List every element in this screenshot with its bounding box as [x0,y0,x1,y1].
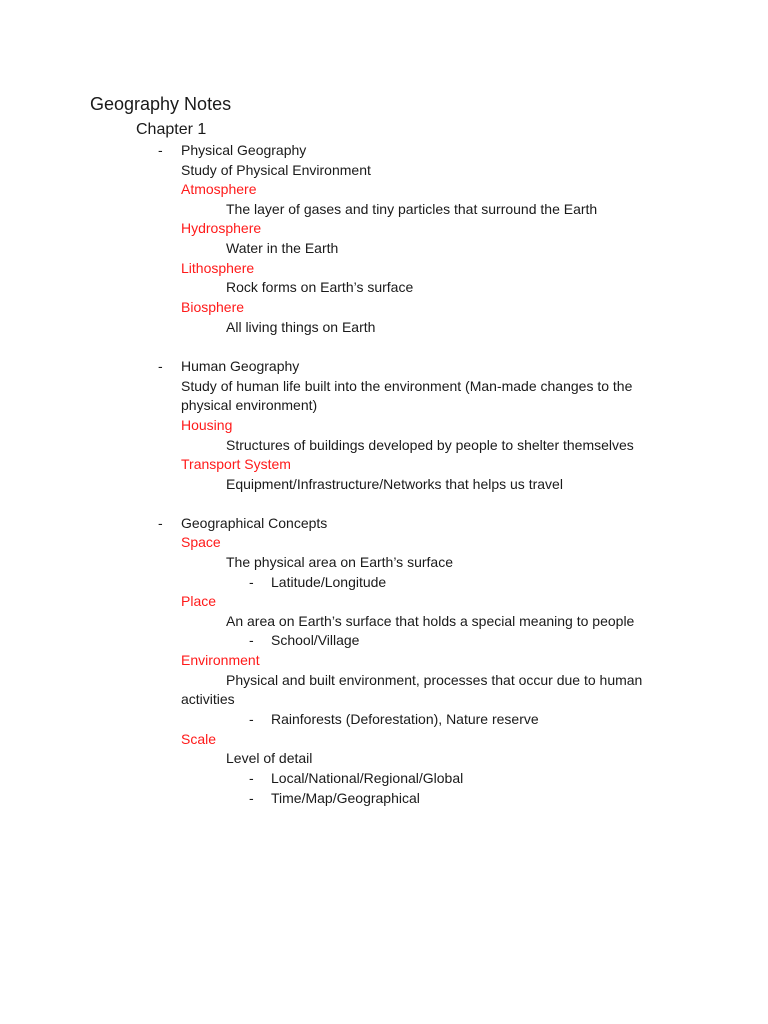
term-biosphere: Biosphere [181,299,245,315]
definition-environment-line1: Physical and built environment, processes that occur due to human [226,672,643,688]
definition-environment-line2: activities [181,691,235,707]
section-heading-concepts: Geographical Concepts [181,515,328,531]
example-place: School/Village [271,632,360,648]
section-definition-human-line1: Study of human life built into the environment (Man-made changes to the [181,378,633,394]
definition-biosphere: All living things on Earth [226,319,376,335]
bullet-dash: - [249,711,254,727]
definition-hydrosphere: Water in the Earth [226,240,339,256]
term-housing: Housing [181,417,233,433]
bullet-dash: - [158,358,163,374]
chapter-heading: Chapter 1 [136,121,207,138]
section-definition-human-line2: physical environment) [181,397,318,413]
definition-scale: Level of detail [226,750,313,766]
term-place: Place [181,593,217,609]
term-lithosphere: Lithosphere [181,260,255,276]
section-heading-human: Human Geography [181,358,300,374]
document-title: Geography Notes [90,94,232,114]
example-scale-2: Time/Map/Geographical [271,790,420,806]
term-transport-system: Transport System [181,456,291,472]
term-environment: Environment [181,652,260,668]
definition-place: An area on Earth’s surface that holds a special meaning to people [226,613,635,629]
bullet-dash: - [158,142,163,158]
bullet-dash: - [249,632,254,648]
definition-atmosphere: The layer of gases and tiny particles that surround the Earth [226,201,598,217]
section-definition-physical: Study of Physical Environment [181,162,371,178]
term-atmosphere: Atmosphere [181,181,257,197]
example-space: Latitude/Longitude [271,574,387,590]
term-scale: Scale [181,731,217,747]
section-heading-physical: Physical Geography [181,142,307,158]
bullet-dash: - [249,790,254,806]
definition-transport-system: Equipment/Infrastructure/Networks that helps us travel [226,476,563,492]
term-hydrosphere: Hydrosphere [181,220,262,236]
definition-space: The physical area on Earth’s surface [226,554,453,570]
bullet-dash: - [249,770,254,786]
bullet-dash: - [249,574,254,590]
bullet-dash: - [158,515,163,531]
example-scale-1: Local/National/Regional/Global [271,770,464,786]
definition-housing: Structures of buildings developed by people to shelter themselves [226,437,634,453]
definition-lithosphere: Rock forms on Earth’s surface [226,279,414,295]
example-environment: Rainforests (Deforestation), Nature reserve [271,711,539,727]
term-space: Space [181,534,221,550]
